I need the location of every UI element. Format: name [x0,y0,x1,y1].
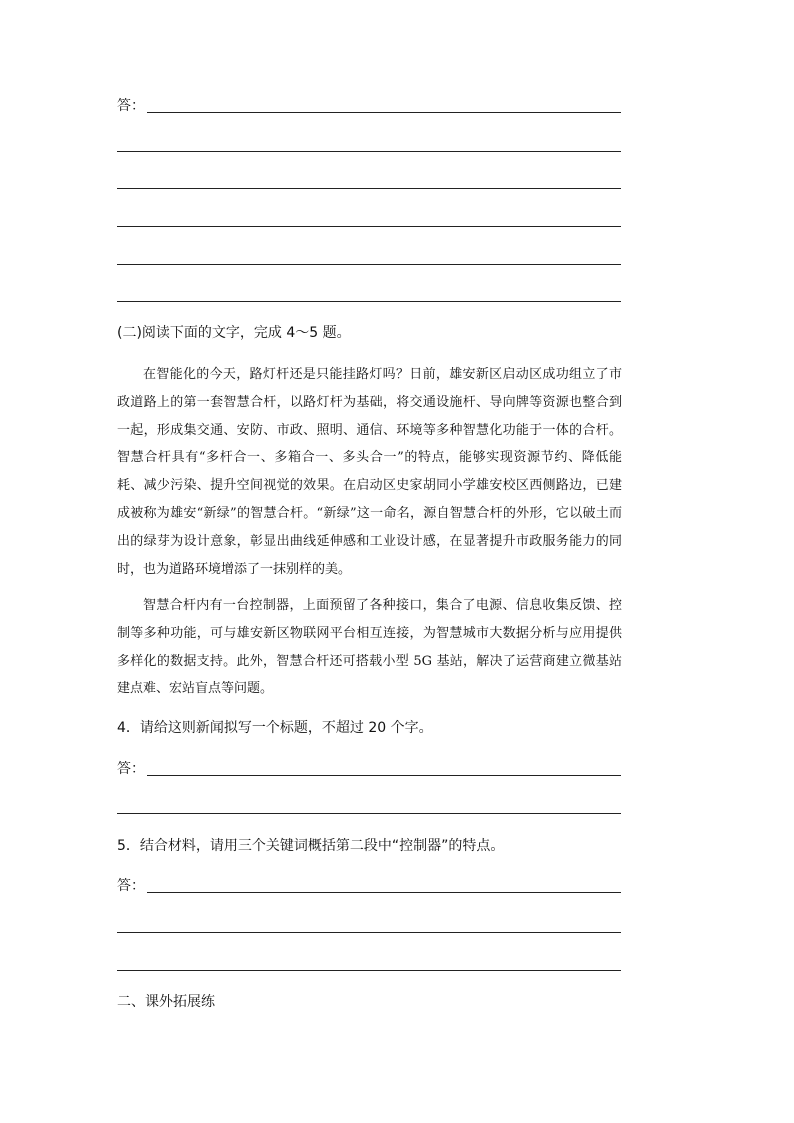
section-intro: (二)阅读下面的文字，完成 4～5 题。 [117,325,351,341]
question-4: 4．请给这则新闻拟写一个标题，不超过 20 个字。 [117,720,433,736]
answer-line[interactable] [117,264,621,265]
answer-label-5: 答： [117,878,145,894]
answer-line[interactable] [147,775,621,776]
answer-line[interactable] [117,813,621,814]
question-5: 5．结合材料，请用三个关键词概括第二段中“控制器”的特点。 [117,838,505,854]
answer-line[interactable] [147,112,621,113]
answer-label-4: 答： [117,761,145,777]
passage-paragraph-2: 智慧合杆内有一台控制器，上面预留了各种接口，集合了电源、信息收集反馈、控制等多种功能，可与雄安新区物联网平台相互连接，为智慧城市大数据分析与应用提供多样化的数据支持。此外，智慧合杆还可搭载小型 5G 基站，解决了运营商建立微基站建点难、宏站盲点等问题。 [117,598,622,697]
answer-line[interactable] [117,226,621,227]
answer-line[interactable] [117,151,621,152]
answer-line[interactable] [117,932,621,933]
answer-line[interactable] [117,301,621,302]
section-heading: 二、课外拓展练 [117,994,215,1010]
answer-line[interactable] [117,188,621,189]
passage-paragraph-1: 在智能化的今天，路灯杆还是只能挂路灯吗？日前，雄安新区启动区成功组立了市政道路上的第一套智慧合杆，以路灯杆为基础，将交通设施杆、导向牌等资源也整合到一起，形成集交通、安防、市政、照明、通信、环境等多种智慧化功能于一体的合杆。智慧合杆具有“多杆合一、多箱合一、多头合一”的特点，能够实现资源节约、降低能耗、减少污染、提升空间视觉的效果。在启动区史家胡同小学雄安校区西侧路边，已建成被称为雄安“新绿”的智慧合杆。“新绿”这一命名，源自智慧合杆的外形，它以破土而出的绿芽为设计意象，彰显出曲线延伸感和工业设计感，在显著提升市政服务能力的同时，也为道路环境增添了一抹别样的美。 [117,367,622,577]
answer-label-1: 答： [117,98,145,114]
answer-line[interactable] [117,970,621,971]
answer-line[interactable] [147,892,621,893]
